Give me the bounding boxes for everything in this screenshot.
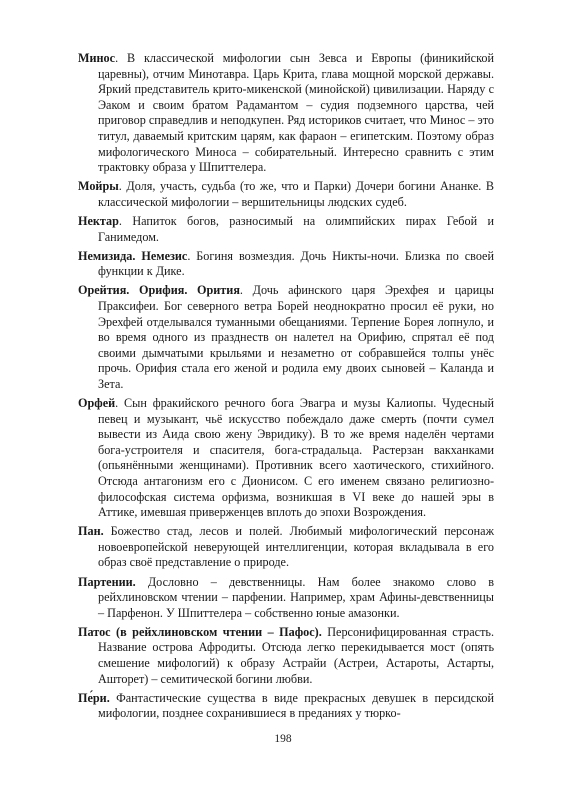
entry-term: Мойры [78,179,119,194]
entry-nektar [78,214,494,245]
entry-term: Орейтия. Орифия. Орития [78,283,240,298]
entry-term: Немизида. Немезис [78,248,188,263]
entry-term: Минос [78,51,116,65]
entry-pan [78,524,494,571]
entry-partenii [78,575,494,622]
entry-text: . Сын фракийского речного бога Эвагра и музы Калиопы. Чудесный певец и музыкант, чьё искусство побеждало даже смерть (почти сумел вывести из Аида свою жену Эвридику). В то же время наделён чертами бога-устроителя и спасителя, бога-страдальца. Растерзан вакханками (опьянёнными женщинами). Противник всего хаотического, стихийного. Отсюда антагонизм его с Дионисом. С его именем связано религиозно-философская система орфизма, возникшая в VI веке до нашей эры в Аттике, имевшая приверженцев вплоть до эпохи Возрождения. [98,395,494,520]
entry-term: Пе́ри. [78,690,110,705]
entry-text: . Доля, участь, судьба (то же, что и Парки) Дочери богини Ананке. В классической мифологии – вершительницы людских судеб. [98,179,494,209]
entry-nemizida [78,249,494,280]
entry-oreitia [78,283,494,392]
page-number: 198 [274,733,292,745]
entry-term: Пан. [78,524,104,539]
entry-text: . В классической мифологии сын Зевса и Европы (финикийской царевны), отчим Минотавра. Царь Крита, глава мощной морской державы. Яркий представитель крито-микенской (минойской) цивилизации. Наряду с Эаком и своим братом Радамантом – судия подземного царства, чей приговор справедлив и неподкупен. Ряд историков считает, что Минос – это титул, даваемый критским царям, как фараон – египетским. Поэтому образ мифологического Миноса – собирательный. Интересно сравнить с этим трактовку образа у Шпиттелера. [98,51,494,175]
glossary-entries [78,51,494,722]
entry-text: . Богиня возмездия. Дочь Никты-ночи. Близка по своей функции к Дике. [98,248,494,279]
entry-patos [78,625,494,687]
entry-term: Орфей [78,395,116,410]
entry-moiry [78,179,494,210]
entry-text: . Напиток богов, разносимый на олимпийских пирах Гебой и Ганимедом. [98,213,494,244]
entry-peri [78,691,494,722]
entry-text: Божество стад, лесов и полей. Любимый мифологический персонаж новоевропейской неверующей интеллигенции, которая вкладывала в его образ своё представление о природе. [98,524,494,570]
entry-orfei [78,396,494,521]
entry-term: Патос (в рейхлиновском чтении – Пафос). [78,624,322,639]
entry-text: Персонифицированная страсть. Название острова Афродиты. Отсюда легко перекидывается мост (опять смешение мифологий) к образу Астрайи (Астреи, Астароты, Астарты, Ашторет) – семитической богини любви. [98,624,494,686]
entry-text: . Дочь афинского царя Эрехфея и царицы Праксифеи. Бог северного ветра Борей неоднократно просил её руки, но Эрехфей отделывался туманными обещаниями. Терпение Борея лопнуло, и во время одного из празднеств он налетел на Орифию, спрятал её под своими дымчатыми крыльями и незаметно от собравшейся толпы унёс прочь. Орифия стала его женой и родила ему двоих сыновей – Каланда и Зета. [98,283,494,391]
entry-minos [78,51,494,176]
entry-term: Нектар [78,213,119,228]
entry-term: Партении. [78,574,136,589]
entry-text: Дословно – девственницы. Нам более знакомо слово в рейхлиновском чтении – парфении. Например, храм Афины-девственницы – Парфенон. У Шпиттелера – собственно юные амазонки. [98,574,494,620]
entry-text: Фантастические существа в виде прекрасных девушек в персидской мифологии, позднее сохранившиеся в преданиях у тюрко- [98,690,494,721]
